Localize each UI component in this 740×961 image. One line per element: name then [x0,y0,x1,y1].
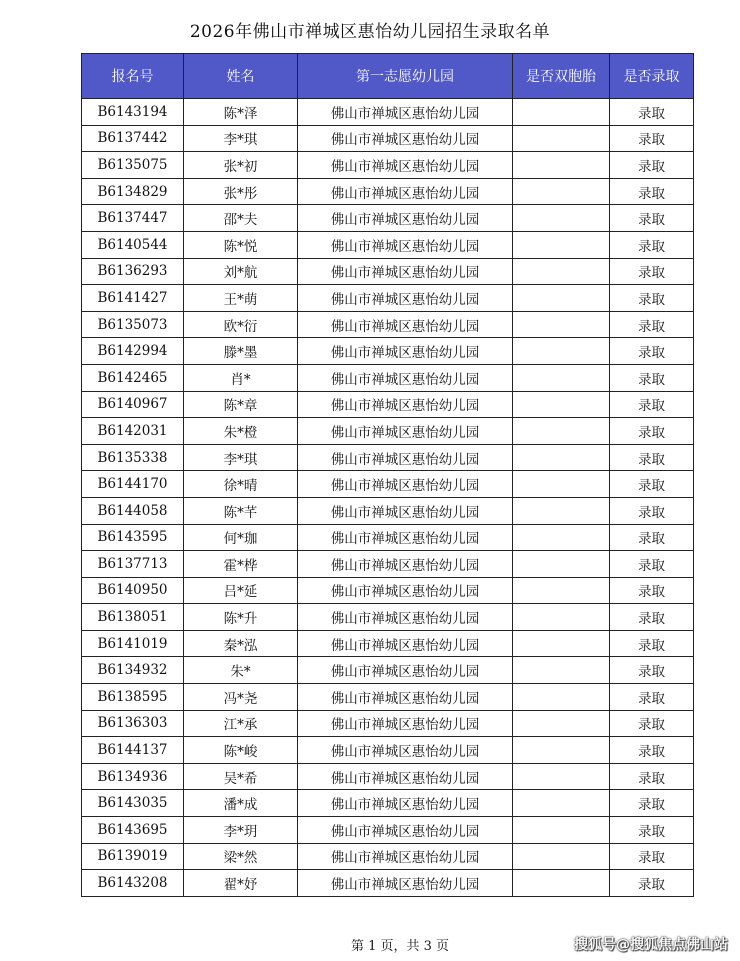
cell-name: 陈*升 [184,604,298,631]
cell-name: 李*琪 [184,444,298,471]
table-row [82,524,694,551]
table-row [82,231,694,258]
header-name: 姓名 [184,54,298,99]
cell-admission-status: 录取 [610,524,694,551]
cell-name: 徐*晴 [184,471,298,498]
cell-first-choice: 佛山市禅城区惠怡幼儿园 [298,99,513,126]
cell-first-choice: 佛山市禅城区惠怡幼儿园 [298,657,513,684]
cell-admission-status: 录取 [610,577,694,604]
table-row [82,684,694,711]
cell-name: 梁*然 [184,843,298,870]
table-row [82,338,694,365]
cell-admission-status: 录取 [610,843,694,870]
cell-admission-status: 录取 [610,152,694,179]
cell-is-twin [513,99,610,126]
table-row [82,657,694,684]
cell-admission-status: 录取 [610,178,694,205]
cell-first-choice: 佛山市禅城区惠怡幼儿园 [298,444,513,471]
header-is-admitted: 是否录取 [610,54,694,99]
cell-admission-status: 录取 [610,391,694,418]
cell-name: 冯*尧 [184,684,298,711]
table-row [82,604,694,631]
cell-registration-number: B6143595 [82,524,184,551]
cell-registration-number: B6134829 [82,178,184,205]
cell-admission-status: 录取 [610,817,694,844]
cell-admission-status: 录取 [610,125,694,152]
cell-name: 翟*妤 [184,870,298,897]
table-row [82,99,694,126]
cell-registration-number: B6136293 [82,258,184,285]
cell-registration-number: B6142994 [82,338,184,365]
table-body [82,99,694,897]
cell-is-twin [513,338,610,365]
cell-admission-status: 录取 [610,311,694,338]
cell-admission-status: 录取 [610,258,694,285]
header-registration-number: 报名号 [82,54,184,99]
cell-first-choice: 佛山市禅城区惠怡幼儿园 [298,551,513,578]
cell-admission-status: 录取 [610,657,694,684]
cell-name: 张*初 [184,152,298,179]
cell-is-twin [513,657,610,684]
cell-admission-status: 录取 [610,231,694,258]
cell-admission-status: 录取 [610,444,694,471]
cell-first-choice: 佛山市禅城区惠怡幼儿园 [298,205,513,232]
header-is-twin: 是否双胞胎 [513,54,610,99]
cell-admission-status: 录取 [610,710,694,737]
cell-registration-number: B6135073 [82,311,184,338]
table-row [82,471,694,498]
cell-name: 朱* [184,657,298,684]
cell-first-choice: 佛山市禅城区惠怡幼儿园 [298,790,513,817]
cell-admission-status: 录取 [610,684,694,711]
cell-admission-status: 录取 [610,551,694,578]
cell-registration-number: B6143194 [82,99,184,126]
cell-registration-number: B6144170 [82,471,184,498]
cell-first-choice: 佛山市禅城区惠怡幼儿园 [298,763,513,790]
table-row [82,364,694,391]
cell-name: 霍*桦 [184,551,298,578]
cell-admission-status: 录取 [610,737,694,764]
cell-name: 陈*泽 [184,99,298,126]
cell-name: 欧*衍 [184,311,298,338]
cell-first-choice: 佛山市禅城区惠怡幼儿园 [298,125,513,152]
cell-is-twin [513,471,610,498]
cell-first-choice: 佛山市禅城区惠怡幼儿园 [298,710,513,737]
cell-first-choice: 佛山市禅城区惠怡幼儿园 [298,231,513,258]
cell-first-choice: 佛山市禅城区惠怡幼儿园 [298,471,513,498]
table-row [82,258,694,285]
cell-first-choice: 佛山市禅城区惠怡幼儿园 [298,338,513,365]
cell-admission-status: 录取 [610,604,694,631]
cell-registration-number: B6141019 [82,630,184,657]
table-row [82,843,694,870]
table-row [82,497,694,524]
cell-registration-number: B6140967 [82,391,184,418]
table-row [82,125,694,152]
cell-registration-number: B6136303 [82,710,184,737]
cell-is-twin [513,604,610,631]
cell-registration-number: B6137442 [82,125,184,152]
table-row [82,710,694,737]
cell-first-choice: 佛山市禅城区惠怡幼儿园 [298,364,513,391]
cell-name: 吴*希 [184,763,298,790]
table-row [82,817,694,844]
cell-is-twin [513,311,610,338]
page-number: 第 1 页，共 3 页 [350,939,450,954]
cell-name: 何*珈 [184,524,298,551]
table-row [82,391,694,418]
cell-first-choice: 佛山市禅城区惠怡幼儿园 [298,497,513,524]
cell-registration-number: B6142031 [82,418,184,445]
cell-admission-status: 录取 [610,630,694,657]
cell-name: 秦*泓 [184,630,298,657]
cell-is-twin [513,497,610,524]
cell-is-twin [513,763,610,790]
page-title: 2026年佛山市禅城区惠怡幼儿园招生录取名单 [189,22,551,42]
cell-is-twin [513,364,610,391]
cell-name: 刘*航 [184,258,298,285]
cell-registration-number: B6143035 [82,790,184,817]
cell-is-twin [513,285,610,312]
cell-name: 邵*夫 [184,205,298,232]
cell-name: 王*萌 [184,285,298,312]
cell-is-twin [513,817,610,844]
cell-is-twin [513,524,610,551]
table-row [82,152,694,179]
table-row [82,311,694,338]
table-row [82,763,694,790]
table-row [82,444,694,471]
cell-admission-status: 录取 [610,471,694,498]
cell-is-twin [513,418,610,445]
cell-first-choice: 佛山市禅城区惠怡幼儿园 [298,285,513,312]
cell-is-twin [513,790,610,817]
cell-first-choice: 佛山市禅城区惠怡幼儿园 [298,630,513,657]
cell-registration-number: B6140950 [82,577,184,604]
table-row [82,737,694,764]
cell-first-choice: 佛山市禅城区惠怡幼儿园 [298,178,513,205]
watermark: 搜狐号@搜狐焦点佛山站 [574,937,728,953]
cell-first-choice: 佛山市禅城区惠怡幼儿园 [298,418,513,445]
table-row [82,178,694,205]
cell-first-choice: 佛山市禅城区惠怡幼儿园 [298,577,513,604]
cell-is-twin [513,843,610,870]
cell-is-twin [513,125,610,152]
cell-registration-number: B6134936 [82,763,184,790]
cell-registration-number: B6137713 [82,551,184,578]
cell-first-choice: 佛山市禅城区惠怡幼儿园 [298,817,513,844]
cell-admission-status: 录取 [610,418,694,445]
cell-registration-number: B6138051 [82,604,184,631]
cell-registration-number: B6142465 [82,364,184,391]
table-row [82,577,694,604]
cell-admission-status: 录取 [610,99,694,126]
cell-registration-number: B6141427 [82,285,184,312]
cell-admission-status: 录取 [610,790,694,817]
table-row [82,285,694,312]
cell-is-twin [513,684,610,711]
table-header-row [82,54,694,99]
cell-is-twin [513,577,610,604]
cell-admission-status: 录取 [610,205,694,232]
cell-registration-number: B6140544 [82,231,184,258]
table-row [82,551,694,578]
table-row [82,418,694,445]
cell-name: 李*玥 [184,817,298,844]
cell-name: 吕*延 [184,577,298,604]
cell-registration-number: B6138595 [82,684,184,711]
cell-registration-number: B6143208 [82,870,184,897]
cell-first-choice: 佛山市禅城区惠怡幼儿园 [298,870,513,897]
table-row [82,630,694,657]
cell-first-choice: 佛山市禅城区惠怡幼儿园 [298,524,513,551]
cell-registration-number: B6135338 [82,444,184,471]
cell-name: 江*承 [184,710,298,737]
cell-name: 陈*峻 [184,737,298,764]
cell-registration-number: B6137447 [82,205,184,232]
cell-is-twin [513,152,610,179]
cell-registration-number: B6135075 [82,152,184,179]
cell-is-twin [513,737,610,764]
cell-first-choice: 佛山市禅城区惠怡幼儿园 [298,684,513,711]
cell-is-twin [513,178,610,205]
cell-first-choice: 佛山市禅城区惠怡幼儿园 [298,258,513,285]
cell-admission-status: 录取 [610,338,694,365]
cell-first-choice: 佛山市禅城区惠怡幼儿园 [298,604,513,631]
cell-registration-number: B6134932 [82,657,184,684]
cell-registration-number: B6139019 [82,843,184,870]
cell-is-twin [513,630,610,657]
cell-admission-status: 录取 [610,763,694,790]
cell-admission-status: 录取 [610,870,694,897]
cell-name: 朱*橙 [184,418,298,445]
cell-name: 陈*悦 [184,231,298,258]
cell-name: 张*彤 [184,178,298,205]
cell-is-twin [513,870,610,897]
cell-first-choice: 佛山市禅城区惠怡幼儿园 [298,311,513,338]
cell-is-twin [513,391,610,418]
cell-is-twin [513,205,610,232]
cell-admission-status: 录取 [610,497,694,524]
cell-first-choice: 佛山市禅城区惠怡幼儿园 [298,152,513,179]
table-row [82,205,694,232]
cell-first-choice: 佛山市禅城区惠怡幼儿园 [298,843,513,870]
cell-name: 潘*成 [184,790,298,817]
cell-registration-number: B6144137 [82,737,184,764]
cell-name: 肖* [184,364,298,391]
cell-admission-status: 录取 [610,364,694,391]
cell-name: 滕*墨 [184,338,298,365]
cell-name: 李*琪 [184,125,298,152]
header-first-choice-kindergarten: 第一志愿幼儿园 [298,54,513,99]
cell-is-twin [513,551,610,578]
cell-admission-status: 录取 [610,285,694,312]
cell-first-choice: 佛山市禅城区惠怡幼儿园 [298,391,513,418]
cell-is-twin [513,231,610,258]
cell-name: 陈*芊 [184,497,298,524]
cell-registration-number: B6143695 [82,817,184,844]
table-row [82,790,694,817]
cell-name: 陈*章 [184,391,298,418]
table-row [82,870,694,897]
cell-registration-number: B6144058 [82,497,184,524]
cell-is-twin [513,444,610,471]
admission-table [81,53,694,897]
cell-is-twin [513,710,610,737]
cell-first-choice: 佛山市禅城区惠怡幼儿园 [298,737,513,764]
cell-is-twin [513,258,610,285]
